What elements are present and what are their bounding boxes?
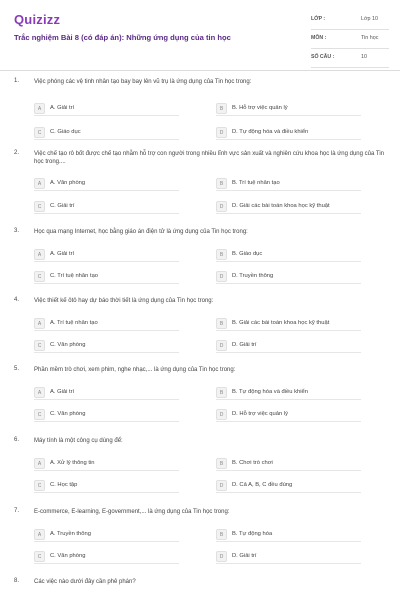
option-text: D. Tự động hóa và điều khiển: [232, 129, 309, 135]
option-letter: D: [216, 340, 227, 351]
option-text: A. Truyền thông: [50, 531, 91, 537]
option-text: C. Giải trí: [50, 203, 75, 209]
option-c[interactable]: [34, 201, 179, 214]
option-text: A. Giải trí: [50, 251, 75, 257]
option-c[interactable]: [34, 480, 179, 493]
option-b[interactable]: [216, 458, 361, 471]
meta-subject-label: MÔN :: [311, 35, 327, 41]
option-letter: C: [34, 480, 45, 491]
question-number: 4.: [14, 297, 20, 303]
option-b[interactable]: [216, 178, 361, 191]
option-c[interactable]: [34, 271, 179, 284]
question-text: Việc phóng các vệ tinh nhân tạo bay bay lên vũ trụ là ứng dụng của Tin học trong:: [34, 79, 252, 85]
option-letter: D: [216, 480, 227, 491]
question-text: Máy tính là một công cụ dùng để:: [34, 438, 123, 444]
option-letter: D: [216, 409, 227, 420]
option-a[interactable]: [34, 458, 179, 471]
option-text: B. Trí tuệ nhân tạo: [232, 180, 280, 186]
option-text: B. Giáo dục: [232, 251, 263, 257]
option-letter: D: [216, 201, 227, 212]
worksheet-title: Trắc nghiệm Bài 8 (có đáp án): Những ứng dụng của tin học: [14, 33, 231, 42]
option-letter: C: [34, 340, 45, 351]
option-d[interactable]: [216, 409, 361, 422]
meta-count: [311, 52, 389, 68]
option-text: B. Chơi trò chơi: [232, 460, 273, 466]
question-text: Việc thiết kế ôtô hay dự báo thời tiết là ứng dụng của Tin học trong:: [34, 298, 214, 304]
option-letter: C: [34, 271, 45, 282]
question-number: 8.: [14, 578, 20, 584]
option-text: B. Hỗ trợ việc quản lý: [232, 105, 288, 111]
option-letter: B: [216, 318, 227, 329]
question-number: 5.: [14, 366, 20, 372]
question-text: E-commerce, E-learning, E-government,... là ứng dụng của Tin học trong:: [34, 509, 230, 515]
worksheet-meta: [311, 14, 389, 71]
option-text: B. Giải các bài toán khoa học kỹ thuật: [232, 320, 330, 326]
option-letter: B: [216, 103, 227, 114]
question-text: Phần mềm trò chơi, xem phim, nghe nhạc,... là ứng dụng của Tin học trong:: [34, 367, 236, 373]
option-text: A. Xử lý thông tin: [50, 460, 95, 466]
option-letter: C: [34, 127, 45, 138]
option-b[interactable]: [216, 249, 361, 262]
meta-subject: [311, 33, 389, 49]
option-d[interactable]: [216, 340, 361, 353]
option-letter: C: [34, 201, 45, 212]
meta-grade-label: LỚP :: [311, 16, 326, 22]
option-text: D. Hỗ trợ việc quản lý: [232, 411, 288, 417]
question-number: 3.: [14, 228, 20, 234]
option-d[interactable]: [216, 551, 361, 564]
question-number: 6.: [14, 437, 20, 443]
option-b[interactable]: [216, 387, 361, 400]
meta-count-label: SỐ CÂU :: [311, 54, 335, 60]
option-b[interactable]: [216, 103, 361, 116]
option-letter: B: [216, 529, 227, 540]
option-text: B. Tự động hóa và điều khiển: [232, 389, 308, 395]
option-text: C. Học tập: [50, 482, 78, 488]
option-a[interactable]: [34, 103, 179, 116]
page-header: [0, 0, 400, 71]
option-letter: B: [216, 249, 227, 260]
option-d[interactable]: [216, 127, 361, 140]
meta-grade-value: Lớp 10: [361, 16, 379, 22]
question-text: Học qua mạng Internet, học bằng giáo án điện tử là ứng dụng của Tin học trong:: [34, 229, 248, 235]
option-letter: A: [34, 387, 45, 398]
option-a[interactable]: [34, 318, 179, 331]
option-c[interactable]: [34, 127, 179, 140]
option-text: B. Tự động hóa: [232, 531, 273, 537]
option-text: D. Giải các bài toán khoa học kỹ thuật: [232, 203, 330, 209]
question-text: Các việc nào dưới đây cần phê phán?: [34, 579, 136, 585]
option-d[interactable]: [216, 201, 361, 214]
option-a[interactable]: [34, 249, 179, 262]
option-letter: A: [34, 103, 45, 114]
option-letter: A: [34, 318, 45, 329]
option-text: C. Văn phòng: [50, 342, 86, 348]
option-text: A. Văn phòng: [50, 180, 86, 186]
meta-count-value: 10: [361, 54, 367, 60]
option-letter: B: [216, 458, 227, 469]
option-text: C. Văn phòng: [50, 553, 86, 559]
question-text: Việc chế tạo rô bốt được chế tạo nhằm hỗ trợ con người trong nhiều lĩnh vực sản xuất và nghiên cứu khoa học là ứng dụng của Tin học trong....: [34, 151, 384, 166]
option-letter: A: [34, 458, 45, 469]
option-text: C. Giáo dục: [50, 129, 81, 135]
option-text: D. Cả A, B, C đều đúng: [232, 482, 293, 488]
option-a[interactable]: [34, 178, 179, 191]
question-number: 2.: [14, 150, 20, 156]
option-letter: B: [216, 387, 227, 398]
question-number: 1.: [14, 78, 20, 84]
option-text: A. Trí tuệ nhân tạo: [50, 320, 98, 326]
option-letter: D: [216, 127, 227, 138]
option-c[interactable]: [34, 340, 179, 353]
option-letter: D: [216, 551, 227, 562]
option-letter: A: [34, 529, 45, 540]
meta-grade: [311, 14, 389, 30]
option-text: C. Trí tuệ nhân tạo: [50, 273, 99, 279]
option-letter: A: [34, 249, 45, 260]
option-c[interactable]: [34, 551, 179, 564]
option-a[interactable]: [34, 529, 179, 542]
option-letter: C: [34, 409, 45, 420]
quizizz-logo: Quizizz: [14, 12, 61, 27]
option-a[interactable]: [34, 387, 179, 400]
meta-subject-value: Tin học: [361, 35, 379, 41]
option-d[interactable]: [216, 271, 361, 284]
option-letter: D: [216, 271, 227, 282]
option-text: D. Truyền thông: [232, 273, 274, 279]
option-text: D. Giải trí: [232, 553, 257, 559]
option-text: A. Giải trí: [50, 105, 75, 111]
option-letter: C: [34, 551, 45, 562]
option-letter: B: [216, 178, 227, 189]
option-d[interactable]: [216, 480, 361, 493]
option-text: A. Giải trí: [50, 389, 75, 395]
option-b[interactable]: [216, 529, 361, 542]
question-number: 7.: [14, 508, 20, 514]
option-text: D. Giải trí: [232, 342, 257, 348]
option-c[interactable]: [34, 409, 179, 422]
option-text: C. Văn phòng: [50, 411, 86, 417]
option-b[interactable]: [216, 318, 361, 331]
option-letter: A: [34, 178, 45, 189]
